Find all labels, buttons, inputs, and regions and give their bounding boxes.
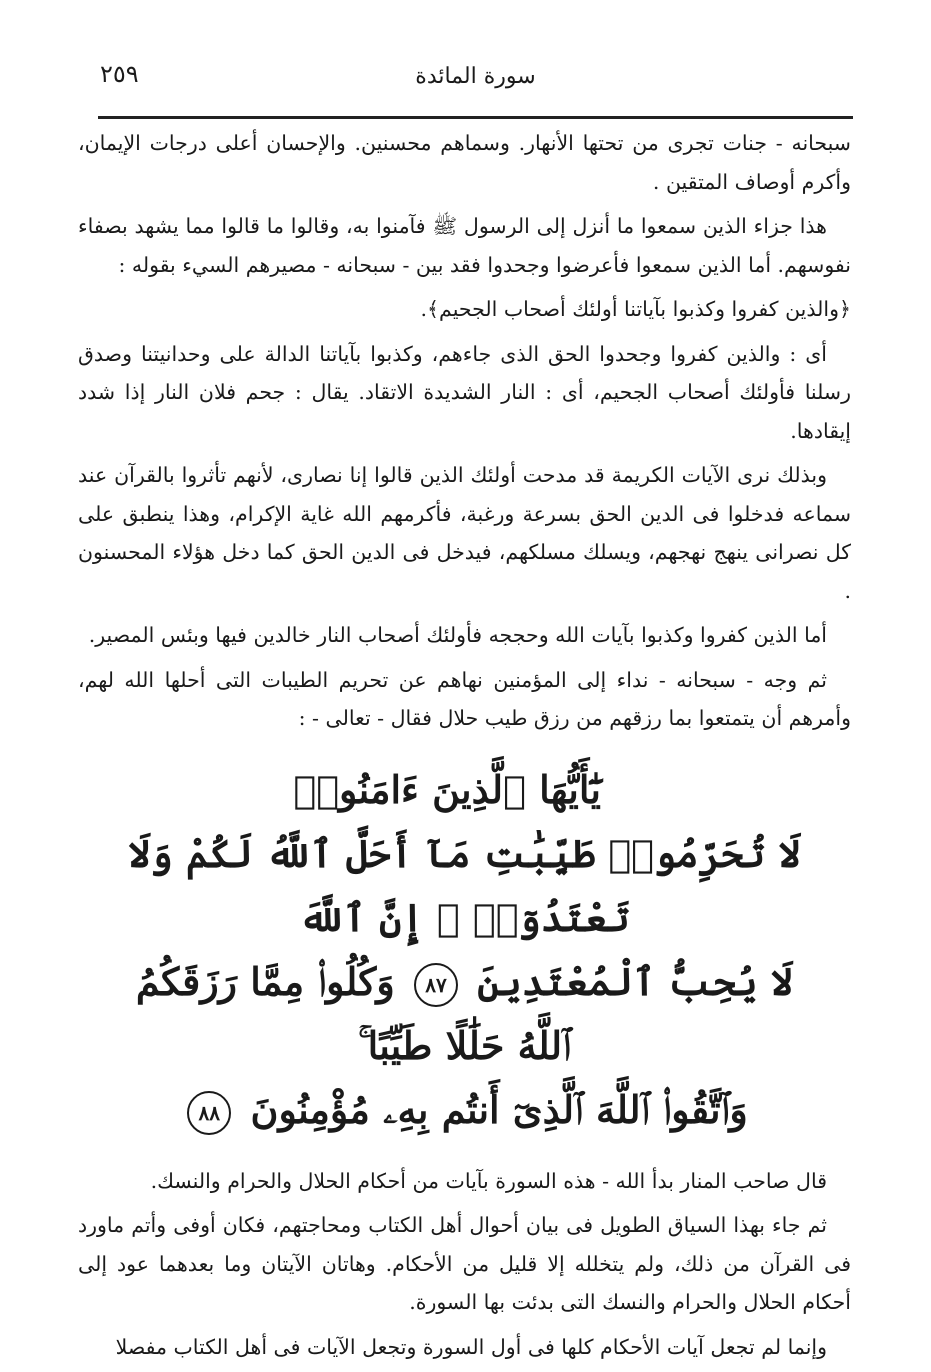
verse-text: لَا يُحِبُّ ٱلْمُعْتَدِينَ [477,958,794,1004]
header-divider [98,116,853,119]
surah-title: سورة المائدة [415,64,536,89]
paragraph: أى : والذين كفروا وجحدوا الحق الذى جاءهم، وكذبوا بآياتنا الدالة على وحدانيتنا وصدق رسلنا فأولئك أصحاب الجحيم، أى : النار الشديدة الاتقاد. يقال : جحم فلان النار إذا شدد إيقادها. [78,341,851,443]
paragraph: هذا جزاء الذين سمعوا ما أنزل إلى الرسول ﷺ فآمنوا به، وقالوا ما قالوا مما يشهد بصفاء نفوسهم. أما الذين سمعوا فأعرضوا وجحدوا فقد بين - سبحانه - مصيرهم السيء بقوله : [78,214,851,277]
paragraph: أما الذين كفروا وكذبوا بآيات الله وحججه فأولئك أصحاب النار خالدين فيها وبئس المصير. [88,623,827,647]
page-number: ٢٥٩ [100,60,139,88]
verse-line: لَا تُحَرِّمُوا۟ طَيِّبَٰتِ مَآ أَحَلَّ ٱللَّهُ لَكُمْ وَلَا تَعْتَدُوٓا۟ ۚ إِنَّ ٱللَّهَ [128,830,801,940]
paragraph: ثم جاء بهذا السياق الطويل فى بيان أحوال أهل الكتاب ومحاجتهم، فكان أوفى وأتم ماورد فى القرآن من ذلك، ولم يتخلله إلا قليل من الأحكام. وهاتان الآيتان وما بعدهما عود إلى أحكام الحلال والحرام والنسك التى بدئت بها السورة. [78,1213,851,1314]
verse-number-marker: ٨٧ [414,963,458,1007]
verse-line [118,950,811,1078]
paragraph: ثم وجه - سبحانه - نداء إلى المؤمنين نهاهم عن تحريم الطيبات التى أحلها الله لهم، وأمرهم أن يتمتعوا بما رزقهم من رزق طيب حلال فقال - تعالى - : [78,667,851,730]
verse-line: يَٰٓأَيُّهَا ٱلَّذِينَ ءَامَنُوا۟ [293,766,601,812]
verse-text: وَٱتَّقُوا۟ ٱللَّهَ ٱلَّذِىٓ أَنتُم بِهِۦ مُؤْمِنُونَ [250,1086,748,1132]
paragraph: سبحانه - جنات تجرى من تحتها الأنهار. وسماهم محسنين. والإحسان أعلى درجات الإيمان، وأكرم أوصاف المتقين . [78,131,851,194]
verse-text: وَكُلُوا۟ مِمَّا رَزَقَكُمُ ٱللَّهُ حَلَٰلًا طَيِّبًا ۚ [135,958,571,1068]
paragraph: قال صاحب المنار بدأ الله - هذه السورة بآيات من أحكام الحلال والحرام والنسك. [150,1168,827,1193]
page-header [90,58,861,98]
paragraph: وإنما لم تجعل آيات الأحكام كلها فى أول السورة وتجعل الآيات فى أهل الكتاب مفصلا [115,1334,827,1359]
quranic-quote: ﴿والذين كفروا وكذبوا بآياتنا أولئك أصحاب الجحيم﴾. [420,297,851,321]
paragraph: وبذلك نرى الآيات الكريمة قد مدحت أولئك الذين قالوا إنا نصارى، لأنهم تأثروا بالقرآن عند سماعه فدخلوا فى الدين الحق بسرعة ورغبة، فأكرمهم الله غاية الإكرام، وهذا ينطبق على كل نصرانى ينهج نهجهم، ويسلك مسلكهم، فيدخل فى الدين الحق كما دخل هؤلاء المحسنون . [78,463,851,603]
verse-number-marker: ٨٨ [187,1091,231,1135]
verse-line [118,1078,811,1142]
page-body [78,124,851,1372]
quran-verse-block [118,758,811,1142]
